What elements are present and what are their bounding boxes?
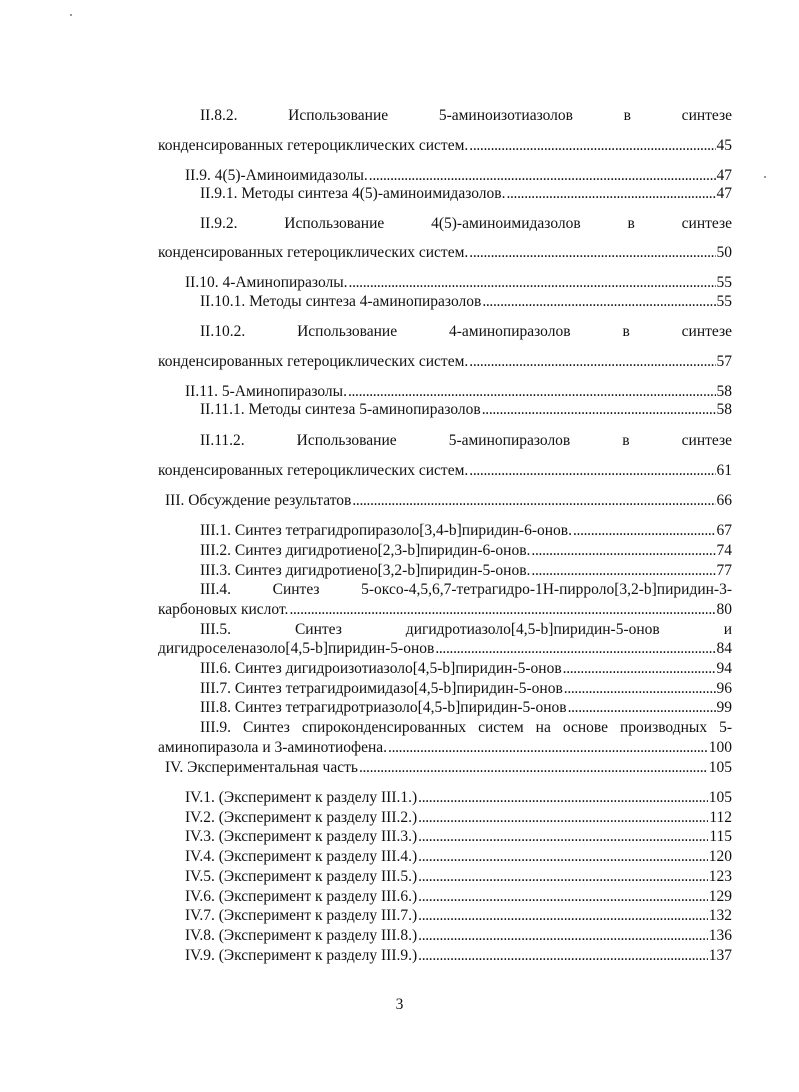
toc-entry-title: III.1. Синтез тетрагидропиразоло[3,4-b]пиридин-6-онов.	[200, 522, 572, 539]
toc-entry-title: III.8. Синтез тетрагидротриазоло[4,5-b]пиридин-5-онов	[200, 699, 567, 716]
toc-entry-page: 120	[708, 848, 732, 865]
toc-entry-page: 123	[708, 868, 732, 885]
toc-entry-title: II.10. 4-Аминопиразолы.	[185, 274, 348, 291]
toc-entry	[185, 828, 732, 846]
dot-leader	[349, 274, 716, 292]
toc-entry-title: II.8.2. Использование 5-аминоизотиазолов в синтезе	[200, 107, 732, 124]
toc-entry-page: 55	[716, 293, 732, 310]
dot-leader	[573, 522, 716, 540]
toc-entry-title: конденсированных гетероциклических систем.	[158, 137, 469, 154]
toc-line	[200, 581, 732, 599]
toc-entry-page: 74	[716, 542, 732, 559]
dot-leader	[348, 383, 716, 401]
toc-entry-page: 66	[716, 492, 732, 509]
toc-entry	[158, 601, 732, 619]
toc-entry-page: 45	[716, 137, 732, 154]
dot-leader	[563, 660, 716, 678]
toc-entry-title: III.6. Синтез дигидроизотиазоло[4,5-b]пиридин-5-онов	[200, 660, 562, 677]
toc-entry-page: 132	[708, 907, 732, 924]
toc-entry	[158, 353, 732, 371]
toc-entry	[158, 739, 732, 757]
toc-entry-title: IV.6. (Эксперимент к разделу III.6.)	[185, 888, 418, 905]
toc-entry-title: IV.1. (Эксперимент к разделу III.1.)	[185, 789, 418, 806]
dot-leader	[418, 828, 708, 846]
toc-entry-title: II.9.2. Использование 4(5)-аминоимидазолов в синтезе	[200, 215, 732, 232]
toc-entry-page: 112	[709, 809, 732, 826]
dot-leader	[506, 185, 715, 203]
toc-entry-page: 55	[716, 274, 732, 291]
toc-entry-title: II.11. 5-Аминопиразолы.	[185, 383, 347, 400]
dot-leader	[359, 759, 708, 777]
toc-line	[200, 215, 732, 233]
dot-leader	[568, 699, 716, 717]
dot-leader	[418, 927, 708, 945]
toc-entry-page: 136	[708, 927, 732, 944]
dot-leader	[469, 353, 715, 371]
toc-entry-page: 67	[716, 522, 732, 539]
toc-entry-title: IV.3. (Эксперимент к разделу III.3.)	[185, 828, 418, 845]
toc-entry-title: карбоновых кислот.	[158, 601, 289, 618]
dot-leader	[388, 739, 708, 757]
toc-entry	[200, 660, 732, 678]
toc-entry-title: II.9. 4(5)-Аминоимидазолы.	[185, 167, 368, 184]
toc-entry-title: II.11.1. Методы синтеза 5-аминопиразолов	[200, 401, 481, 418]
toc-entry	[158, 640, 732, 658]
toc-entry-page: 58	[716, 383, 732, 400]
dot-leader	[435, 640, 715, 658]
toc-entry-title: конденсированных гетероциклических систем.	[158, 353, 469, 370]
toc-entry-title: аминопиразола и 3-аминотиофена.	[158, 739, 388, 756]
toc-entry	[165, 492, 732, 510]
toc-entry-title: II.10.1. Методы синтеза 4-аминопиразолов	[200, 293, 482, 310]
toc-entry-title: II.9.1. Методы синтеза 4(5)-аминоимидазолов.	[200, 185, 506, 202]
toc-entry	[200, 522, 732, 540]
dot-leader	[289, 601, 715, 619]
toc-entry-title: III.5. Синтез дигидротиазоло[4,5-b]пиридин-5-онов и	[200, 621, 732, 638]
toc-entry-title: IV. Экспериментальная часть	[165, 759, 358, 776]
dot-leader	[564, 680, 716, 698]
toc-entry-page: 100	[708, 739, 732, 756]
toc-line	[200, 621, 732, 639]
dot-leader	[352, 492, 715, 510]
toc-entry-title: IV.5. (Эксперимент к разделу III.5.)	[185, 868, 418, 885]
dot-leader	[482, 401, 716, 419]
toc-entry-title: IV.2. (Эксперимент к разделу III.2.)	[185, 809, 418, 826]
toc-entry-page: 57	[716, 353, 732, 370]
toc-entry-title: III.3. Синтез дигидротиено[3,2-b]пиридин-5-онов.	[200, 562, 531, 579]
toc-entry-title: III.9. Синтез спироконденсированных систем на основе производных 5-	[200, 719, 732, 736]
toc-entry-title: III.2. Синтез дигидротиено[2,3-b]пиридин-6-онов.	[200, 542, 531, 559]
dot-leader	[418, 888, 708, 906]
toc-entry	[185, 789, 732, 807]
dot-leader	[531, 542, 715, 560]
toc-entry-page: 94	[716, 660, 732, 677]
dot-leader	[531, 562, 715, 580]
toc-entry-title: IV.8. (Эксперимент к разделу III.8.)	[185, 927, 418, 944]
toc-entry-page: 99	[716, 699, 732, 716]
dot-leader	[469, 244, 715, 262]
toc-entry	[185, 888, 732, 906]
toc-entry	[185, 809, 732, 827]
toc-entry-title: III. Обсуждение результатов	[165, 492, 352, 509]
toc-entry-page: 77	[716, 562, 732, 579]
toc-line	[200, 432, 732, 450]
toc-entry-page: 96	[716, 680, 732, 697]
dot-leader	[469, 137, 715, 155]
toc-entry	[185, 947, 732, 965]
toc-entry-page: 129	[708, 888, 732, 905]
toc-entry-title: II.10.2. Использование 4-аминопиразолов в синтезе	[200, 323, 732, 340]
toc-entry	[200, 699, 732, 717]
toc-line	[200, 719, 732, 737]
toc-entry	[185, 868, 732, 886]
toc-entry-page: 105	[708, 759, 732, 776]
toc-entry-page: 47	[716, 167, 732, 184]
scan-speck	[70, 14, 72, 16]
toc-entry-page: 80	[716, 601, 732, 618]
toc-entry	[200, 293, 732, 311]
toc-entry-title: II.11.2. Использование 5-аминопиразолов в синтезе	[200, 432, 732, 449]
dot-leader	[482, 293, 715, 311]
toc-entry-title: IV.9. (Эксперимент к разделу III.9.)	[185, 947, 418, 964]
toc-entry	[185, 167, 732, 185]
toc-entry-page: 58	[716, 401, 732, 418]
dot-leader	[418, 907, 708, 925]
toc-entry	[158, 137, 732, 155]
toc-entry-page: 105	[708, 789, 732, 806]
toc-entry-title: III.7. Синтез тетрагидроимидазо[4,5-b]пиридин-5-онов	[200, 680, 563, 697]
toc-line	[200, 323, 732, 341]
dot-leader	[369, 167, 716, 185]
toc-entry	[185, 907, 732, 925]
toc-line	[200, 107, 732, 125]
toc-entry	[158, 244, 732, 262]
toc-entry-title: IV.4. (Эксперимент к разделу III.4.)	[185, 848, 418, 865]
toc-entry-page: 50	[716, 244, 732, 261]
toc-entry-title: конденсированных гетероциклических систем.	[158, 462, 469, 479]
toc-entry	[185, 927, 732, 945]
toc-entry	[185, 383, 732, 401]
toc-entry	[158, 462, 732, 480]
toc-entry-page: 84	[716, 640, 732, 657]
toc-entry	[200, 562, 732, 580]
dot-leader	[418, 868, 708, 886]
dot-leader	[418, 789, 708, 807]
toc-entry-page: 115	[709, 828, 732, 845]
toc-entry-page: 61	[716, 462, 732, 479]
toc-entry	[200, 401, 732, 419]
dot-leader	[418, 947, 708, 965]
toc-entry-page: 47	[716, 185, 732, 202]
dot-leader	[418, 809, 708, 827]
toc-entry	[200, 680, 732, 698]
toc-entry	[185, 274, 732, 292]
toc-entry	[200, 185, 732, 203]
toc-entry-title: конденсированных гетероциклических систем.	[158, 244, 469, 261]
scan-speck	[764, 176, 766, 178]
dot-leader	[418, 848, 708, 866]
toc-entry	[165, 759, 732, 777]
page-number: 3	[395, 996, 404, 1013]
toc-entry	[185, 848, 732, 866]
dot-leader	[469, 462, 715, 480]
toc-entry	[200, 542, 732, 560]
toc-entry-title: IV.7. (Эксперимент к разделу III.7.)	[185, 907, 418, 924]
toc-entry-title: III.4. Синтез 5-оксо-4,5,6,7-тетрагидро-1Н-пирроло[3,2-b]пиридин-3-	[200, 581, 732, 598]
toc-entry-page: 137	[708, 947, 732, 964]
toc-entry-title: дигидроселеназоло[4,5-b]пиридин-5-онов	[158, 640, 435, 657]
